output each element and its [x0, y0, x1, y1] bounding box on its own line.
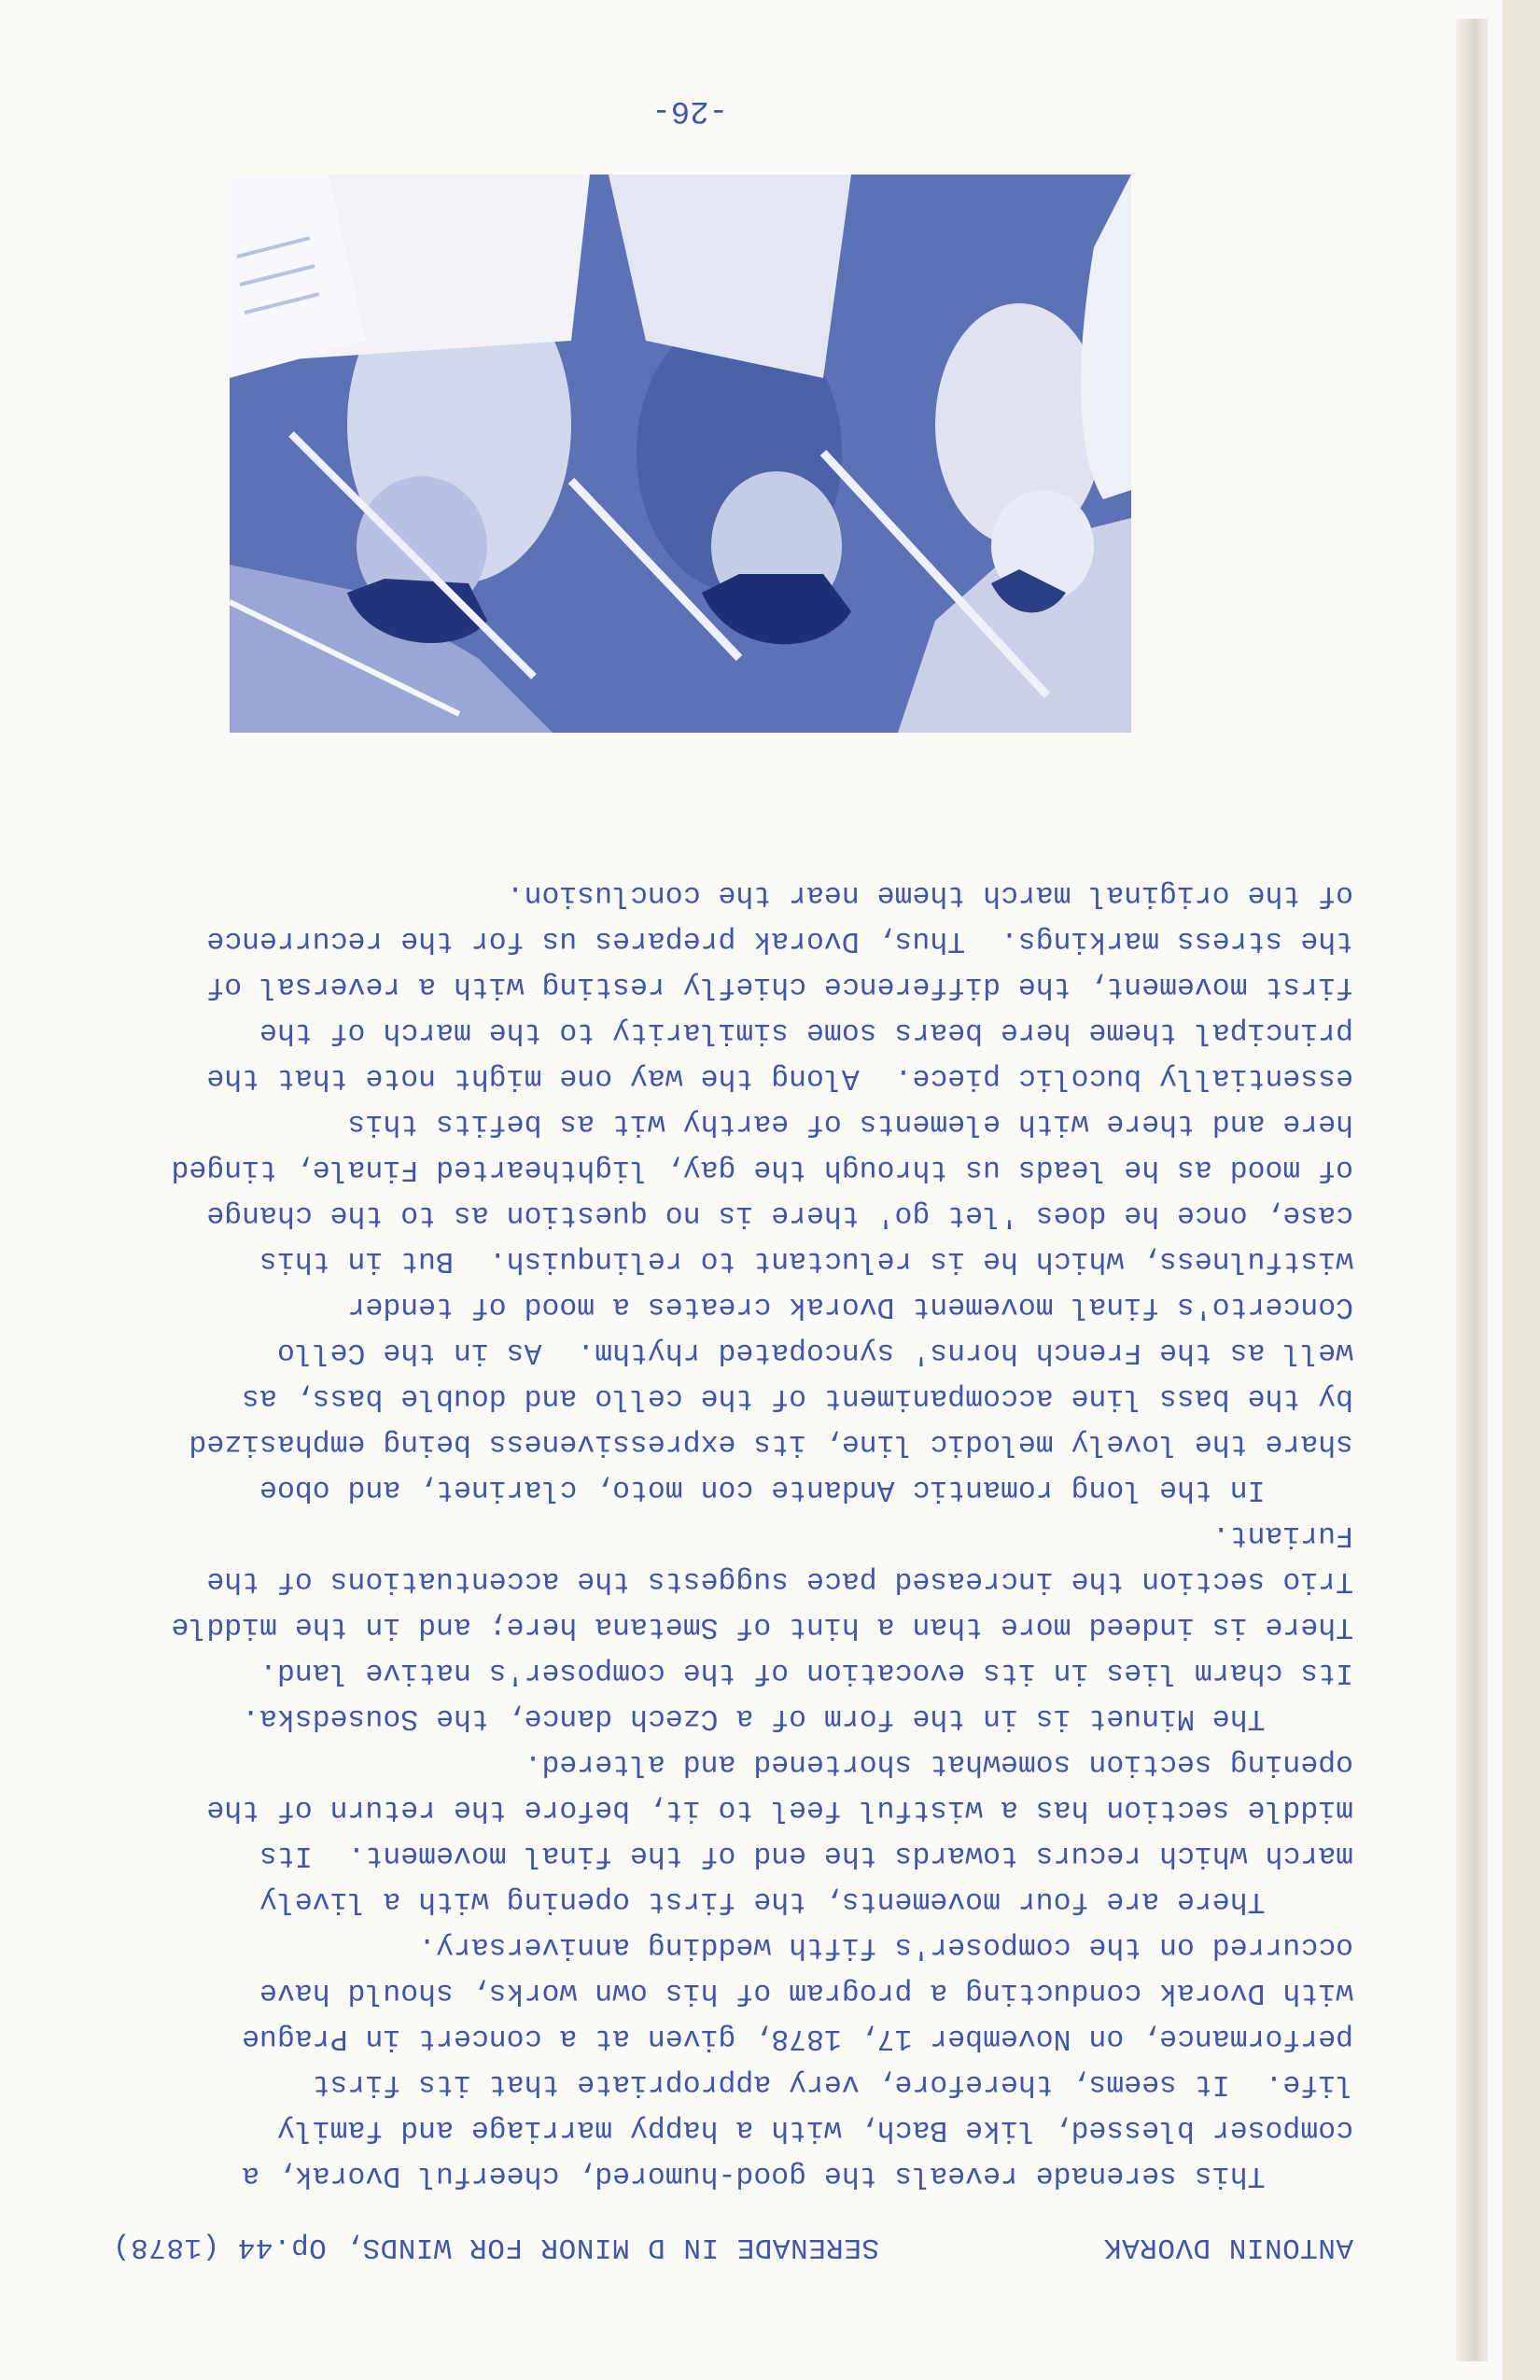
text-line: Its charm lies in its evocation of the composer's native land. — [259, 1656, 1353, 1688]
paragraph — [47, 1741, 1353, 1924]
text-line: performance, on November 17, 1878, given at a concert in Prague — [242, 2022, 1353, 2054]
text-line: with Dvorak conducting a program of his own works, should have — [259, 1976, 1353, 2009]
text-line: In the long romantic Andante con moto, clarinet, and oboe — [259, 1473, 1353, 1505]
musicians-photo — [230, 175, 1131, 733]
text-line: There is indeed more than a hint of Smetana here; and in the middle — [171, 1610, 1353, 1643]
text-line: composer blessed, like Bach, with a happy marriage and family — [276, 2113, 1353, 2146]
text-line: here and there with elements of earthy wit as befits this — [347, 1107, 1353, 1140]
text-line: first movement, the difference chiefly resting with a reversal of — [206, 970, 1353, 1002]
work-title: SERENADE IN D MINOR FOR WINDS, Op.44 (1878) — [112, 2231, 879, 2263]
text-line: This serenade reveals the good-humored, cheerful Dvorak, a — [242, 2159, 1353, 2191]
text-line: march which recurs towards the end of the final movement. Its — [259, 1839, 1353, 1871]
composer-name: ANTONIN DVORAK — [1103, 2231, 1353, 2263]
text-line: case, once he does 'let go' there is no question as to the change — [206, 1198, 1353, 1231]
text-line: essentially bucolic piece. Along the way one might note that the — [206, 1061, 1353, 1094]
text-line: The Minuet is in the form of a Czech dance, the Sousedska. — [242, 1701, 1353, 1734]
text-line: Concerto's final movement Dvorak creates a mood of tender — [347, 1290, 1353, 1323]
text-line: of mood as he leads us through the gay, lighthearted Finale, tinged — [171, 1153, 1353, 1185]
text-line: Furiant. — [1211, 1519, 1353, 1551]
text-line: share the lovely melodic line, its expressiveness being emphasized — [189, 1427, 1353, 1460]
program-notes — [47, 872, 1353, 2198]
text-line: middle section has a wistful feel to it, before the return of the — [206, 1793, 1353, 1826]
text-line: occurred on the composer's fifth wedding anniversary. — [418, 1930, 1353, 1963]
text-line: opening section somewhat shortened and altered. — [524, 1747, 1353, 1780]
text-line: life. It seems, therefore, very appropriate that its first — [312, 2067, 1353, 2100]
text-line: by the bass line accompaniment of the cello and double bass, as — [242, 1381, 1353, 1414]
paragraph — [47, 1512, 1353, 1741]
text-line: well as the French horns' syncopated rhythm. As in the Cello — [276, 1336, 1353, 1368]
text-line: wistfulness, which he is reluctant to relinquish. But in this — [259, 1244, 1353, 1277]
text-line: principal theme here bears some similarity to the march of the — [259, 1015, 1353, 1048]
paragraph — [47, 1924, 1353, 2198]
page-number: -26- — [651, 92, 728, 128]
text-line: Trio section the increased pace suggests the accentuations of the — [206, 1564, 1353, 1597]
photo-illustration — [230, 175, 1131, 733]
text-line: the stress markings. Thus, Dvorak prepares us for the recurrence — [206, 924, 1353, 957]
paragraph — [47, 872, 1353, 1512]
text-line: of the original march theme near the conclusion. — [506, 878, 1353, 911]
text-line: There are four movements, the first opening with a lively — [259, 1884, 1353, 1917]
